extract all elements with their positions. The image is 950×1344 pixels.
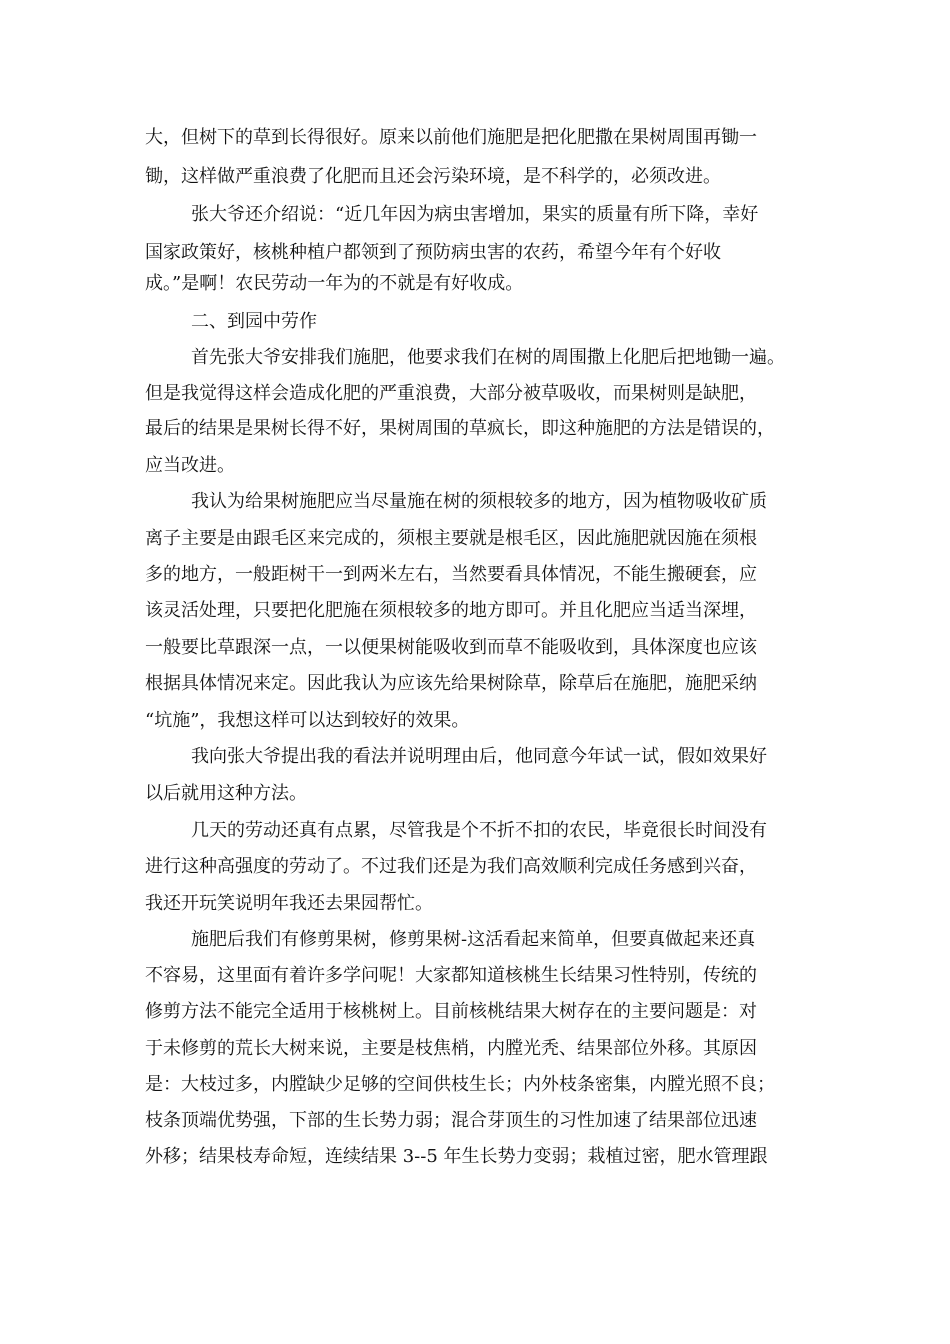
text-line: 应当改进。 xyxy=(145,455,235,476)
text-line: 我还开玩笑说明年我还去果园帮忙。 xyxy=(145,893,433,914)
text-line: 进行这种高强度的劳动了。不过我们还是为我们高效顺利完成任务感到兴奋， xyxy=(145,856,757,877)
text-line: 外移；结果枝寿命短，连续结果 3--5 年生长势力变弱；栽植过密，肥水管理跟 xyxy=(145,1146,768,1167)
text-line: 离子主要是由跟毛区来完成的，须根主要就是根毛区，因此施肥就因施在须根 xyxy=(145,528,757,549)
paragraph-first-line: 施肥后我们有修剪果树，修剪果树-这活看起来简单，但要真做起来还真 xyxy=(191,929,756,950)
paragraph-first-line: 几天的劳动还真有点累，尽管我是个不折不扣的农民，毕竟很长时间没有 xyxy=(191,820,767,841)
text-line: 国家政策好，核桃种植户都领到了预防病虫害的农药，希望今年有个好收 xyxy=(145,242,721,263)
text-line: 修剪方法不能完全适用于核桃树上。目前核桃结果大树存在的主要问题是：对 xyxy=(145,1001,757,1022)
text-line: “坑施”，我想这样可以达到较好的效果。 xyxy=(145,710,470,731)
text-line: 不容易，这里面有着许多学问呢！大家都知道核桃生长结果习性特别，传统的 xyxy=(145,965,757,986)
text-line: 是：大枝过多，内膛缺少足够的空间供枝生长；内外枝条密集，内膛光照不良； xyxy=(145,1074,775,1095)
paragraph-first-line: 我认为给果树施肥应当尽量施在树的须根较多的地方，因为植物吸收矿质 xyxy=(191,491,767,512)
text-line: 根据具体情况来定。因此我认为应该先给果树除草，除草后在施肥，施肥采纳 xyxy=(145,673,757,694)
text-line: 该灵活处理，只要把化肥施在须根较多的地方即可。并且化肥应当适当深埋， xyxy=(145,600,757,621)
paragraph-first-line: 首先张大爷安排我们施肥，他要求我们在树的周围撒上化肥后把地锄一遍。 xyxy=(191,347,785,368)
text-line: 锄，这样做严重浪费了化肥而且还会污染环境，是不科学的，必须改进。 xyxy=(145,166,721,187)
text-line: 但是我觉得这样会造成化肥的严重浪费，大部分被草吸收，而果树则是缺肥， xyxy=(145,383,757,404)
section-heading: 二、到园中劳作 xyxy=(191,311,317,332)
text-line: 成。”是啊！农民劳动一年为的不就是有好收成。 xyxy=(145,273,524,294)
text-line: 大，但树下的草到长得很好。原来以前他们施肥是把化肥撒在果树周围再锄一 xyxy=(145,127,757,148)
text-line: 以后就用这种方法。 xyxy=(145,783,307,804)
text-line: 枝条顶端优势强，下部的生长势力弱；混合芽顶生的习性加速了结果部位迅速 xyxy=(145,1110,757,1131)
text-line: 于未修剪的荒长大树来说，主要是枝焦梢，内膛光秃、结果部位外移。其原因 xyxy=(145,1038,757,1059)
text-line: 一般要比草跟深一点，一以便果树能吸收到而草不能吸收到，具体深度也应该 xyxy=(145,637,757,658)
paragraph-first-line: 张大爷还介绍说：“近几年因为病虫害增加，果实的质量有所下降，幸好 xyxy=(191,204,759,225)
text-line: 多的地方，一般距树干一到两米左右，当然要看具体情况，不能生搬硬套，应 xyxy=(145,564,757,585)
paragraph-first-line: 我向张大爷提出我的看法并说明理由后，他同意今年试一试，假如效果好 xyxy=(191,746,767,767)
text-line: 最后的结果是果树长得不好，果树周围的草疯长，即这种施肥的方法是错误的， xyxy=(145,418,775,439)
